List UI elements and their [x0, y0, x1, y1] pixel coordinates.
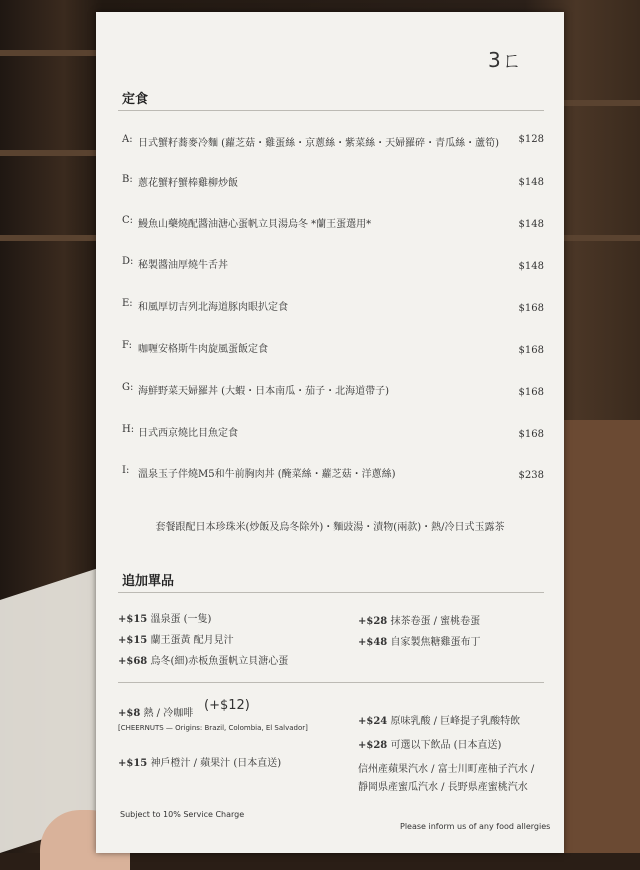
- add-on-price: +$28: [358, 616, 388, 627]
- shelf: [564, 235, 640, 241]
- add-on-price: +$15: [118, 614, 148, 625]
- item-name: 溫泉玉子伴燒M5和牛前胸肉丼 (醃菜絲・蘿芝菇・洋蔥絲): [138, 469, 396, 480]
- item-name: 咖喱安格斯牛肉旋風蛋飯定食: [138, 344, 268, 355]
- add-on-price: +$68: [118, 656, 148, 667]
- item-code: B:: [122, 174, 133, 185]
- allergy-note: Please inform us of any food allergies: [400, 822, 551, 831]
- divider: [118, 682, 544, 683]
- coffee-origin: [CHEERNUTS — Origins: Brazil, Colombia, El Salvador]: [118, 724, 308, 732]
- add-on-name: 抹茶卷蛋 / 蜜桃卷蛋: [390, 616, 481, 627]
- add-on-price: +$48: [358, 637, 388, 648]
- drink-item: [118, 754, 281, 769]
- set-meals-heading: 定食: [122, 92, 149, 107]
- item-price: $128: [518, 134, 544, 145]
- divider: [118, 110, 544, 111]
- item-price: $168: [518, 303, 544, 314]
- item-code: I:: [122, 465, 130, 476]
- item-price: $148: [518, 177, 544, 188]
- add-on-name: 溫泉蛋 (一隻): [150, 614, 212, 625]
- drink-name: 原味乳酸 / 巨峰提子乳酸特飲: [390, 716, 521, 727]
- drink-price: +$24: [358, 716, 388, 727]
- item-code: C:: [122, 215, 134, 226]
- item-name: 日式蟹籽蕎麥冷麵 (蘿芝菇・雞蛋絲・京蔥絲・紫菜絲・天婦羅碎・青瓜絲・蘆筍): [138, 138, 499, 149]
- drink-name: 神戶橙汁 / 蘋果汁 (日本直送): [150, 758, 282, 769]
- item-name: 和風厚切吉列北海道豚肉眼扒定食: [138, 302, 288, 313]
- menu-card: [96, 12, 564, 853]
- drink-price: +$15: [118, 758, 148, 769]
- divider: [118, 592, 544, 593]
- item-code: A:: [122, 134, 133, 145]
- item-price: $148: [518, 219, 544, 230]
- item-code: D:: [122, 256, 134, 267]
- add-on-item: [118, 610, 211, 625]
- add-on-name: 自家製焦糖雞蛋布丁: [390, 637, 481, 648]
- set-meal-note: 套餐跟配日本珍珠米(炒飯及烏冬除外)・麵豉湯・漬物(兩款)・熱/冷日式玉露茶: [155, 522, 505, 533]
- add-ons-heading: 追加單品: [122, 574, 175, 589]
- drink-item: [358, 736, 501, 751]
- item-code: F:: [122, 340, 132, 351]
- item-name: 秘製醬油厚燒牛舌丼: [138, 260, 228, 271]
- add-on-name: 蘭王蛋黃 配月見汁: [150, 635, 234, 646]
- drink-item: [358, 712, 520, 727]
- add-on-name: 烏冬(細)赤板魚蛋帆立貝溏心蛋: [150, 656, 289, 667]
- drink-item: [118, 704, 193, 719]
- item-price: $168: [518, 345, 544, 356]
- item-price: $168: [518, 387, 544, 398]
- drink-price: +$28: [358, 740, 388, 751]
- add-on-item: [118, 652, 288, 667]
- soda-options: 靜岡県產蜜瓜汽水 / 長野県產蜜桃汽水: [358, 782, 528, 793]
- item-name: 日式西京燒比目魚定食: [138, 428, 238, 439]
- drink-name: 可選以下飲品 (日本直送): [390, 740, 502, 751]
- item-name: 蔥花蟹籽蟹棒雞柳炒飯: [138, 178, 238, 189]
- add-on-item: [118, 631, 234, 646]
- shelf: [564, 100, 640, 106]
- item-price: $168: [518, 429, 544, 440]
- drink-price: +$8: [118, 708, 141, 719]
- shelf: [0, 235, 96, 241]
- soda-options: 信州產蘋果汽水 / 富士川町產柚子汽水 /: [358, 764, 535, 775]
- item-code: G:: [122, 382, 134, 393]
- add-on-price: +$15: [118, 635, 148, 646]
- drink-name: 熱 / 冷咖啡: [143, 708, 194, 719]
- table-surface: [560, 420, 640, 853]
- handwritten-note: 3ㄈ: [488, 48, 523, 72]
- item-price: $148: [518, 261, 544, 272]
- shelf: [0, 150, 96, 156]
- handwritten-price: (+$12): [204, 698, 250, 713]
- item-code: E:: [122, 298, 133, 309]
- shelf: [0, 50, 96, 56]
- item-name: 海鮮野菜天婦羅丼 (大蝦・日本南瓜・茄子・北海道帶子): [138, 386, 389, 397]
- item-code: H:: [122, 424, 135, 435]
- item-price: $238: [518, 470, 544, 481]
- add-on-item: [358, 612, 480, 627]
- add-on-item: [358, 633, 480, 648]
- item-name: 鰻魚山藥燒配醬油溏心蛋帆立貝湯烏冬 *蘭王蛋選用*: [138, 219, 372, 230]
- service-charge-note: Subject to 10% Service Charge: [120, 810, 245, 819]
